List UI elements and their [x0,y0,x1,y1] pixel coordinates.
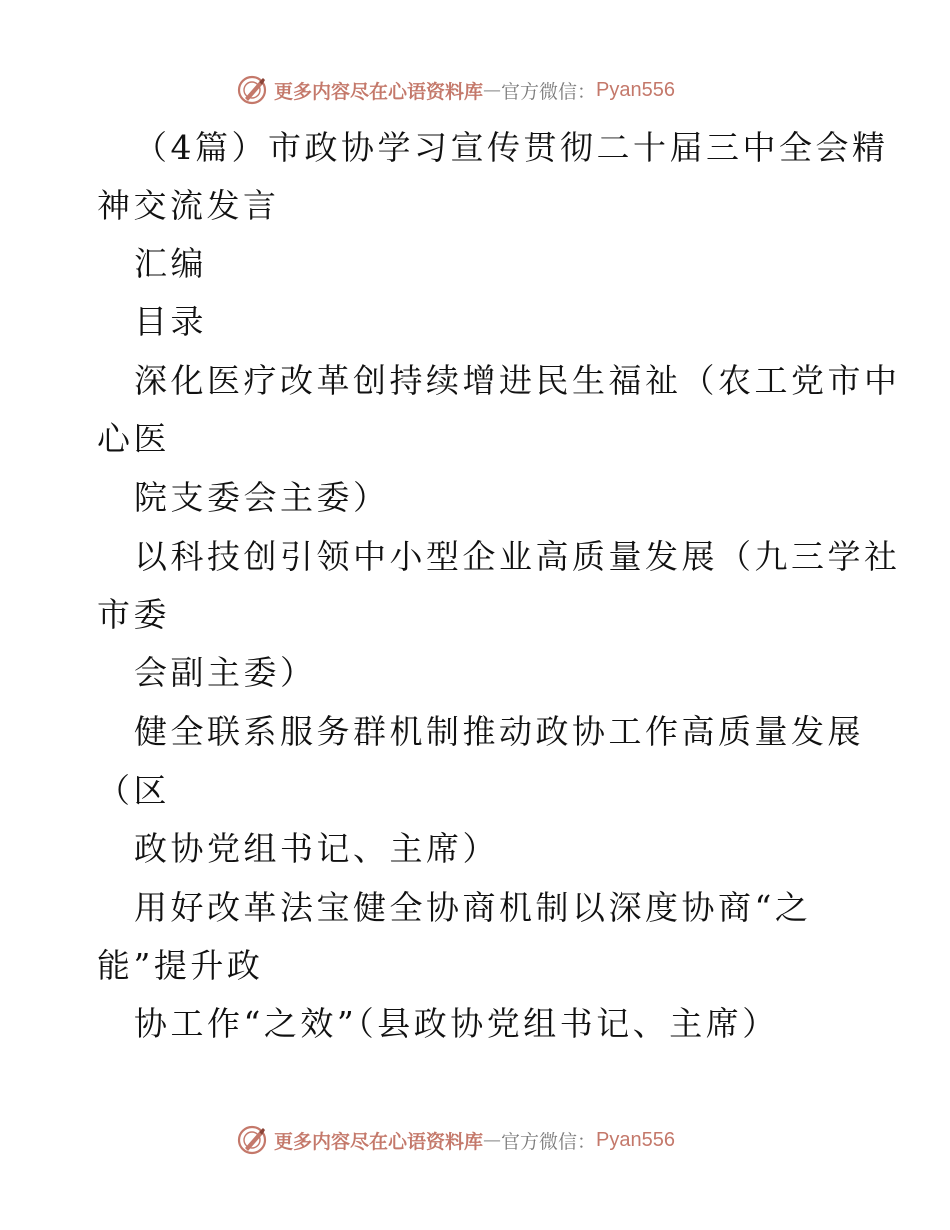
footer-banner [236,1122,675,1158]
footer-banner-dash: — [483,1129,502,1151]
doc-title-line-1: （4篇）市政协学习宣传贯彻二十届三中全会精 [134,128,889,167]
header-banner [236,72,675,108]
header-banner-dash: — [483,79,502,101]
toc-entry-1-line-2: 心医 [97,419,170,458]
doc-title-line-2: 神交流发言 [97,186,280,225]
toc-entry-3-line-2: （区 [97,771,170,810]
doc-title-line-3: 汇编 [134,244,207,283]
toc-entry-3-line-3: 政协党组书记、主席） [134,829,499,868]
toc-entry-4-line-1: 用好改革法宝健全协商机制以深度协商“之 [134,888,812,927]
toc-entry-2-line-1: 以科技创引领中小型企业高质量发展（九三学社 [134,537,901,576]
pen-logo-icon [236,1124,268,1156]
footer-banner-wechat-id: Pyan556 [596,1128,675,1151]
toc-entry-1-line-3: 院支委会主委） [134,478,390,517]
header-banner-wechat-id: Pyan556 [596,78,675,101]
toc-entry-2-line-3: 会副主委） [134,653,317,692]
footer-banner-title: 更多内容尽在心语资料库 [274,1130,484,1153]
toc-heading: 目录 [134,302,207,341]
toc-entry-4-line-2: 能”提升政 [97,946,264,985]
footer-banner-wechat-label: 官方微信： [501,1130,597,1153]
toc-entry-4-line-3: 协工作“之效”（县政协党组书记、主席） [134,1004,779,1043]
pen-logo-icon [236,74,268,106]
header-banner-title: 更多内容尽在心语资料库 [274,80,484,103]
toc-entry-1-line-1: 深化医疗改革创持续增进民生福祉（农工党市中 [134,361,901,400]
header-banner-wechat-label: 官方微信： [501,80,597,103]
toc-entry-2-line-2: 市委 [97,595,170,634]
toc-entry-3-line-1: 健全联系服务群机制推动政协工作高质量发展 [134,712,864,751]
